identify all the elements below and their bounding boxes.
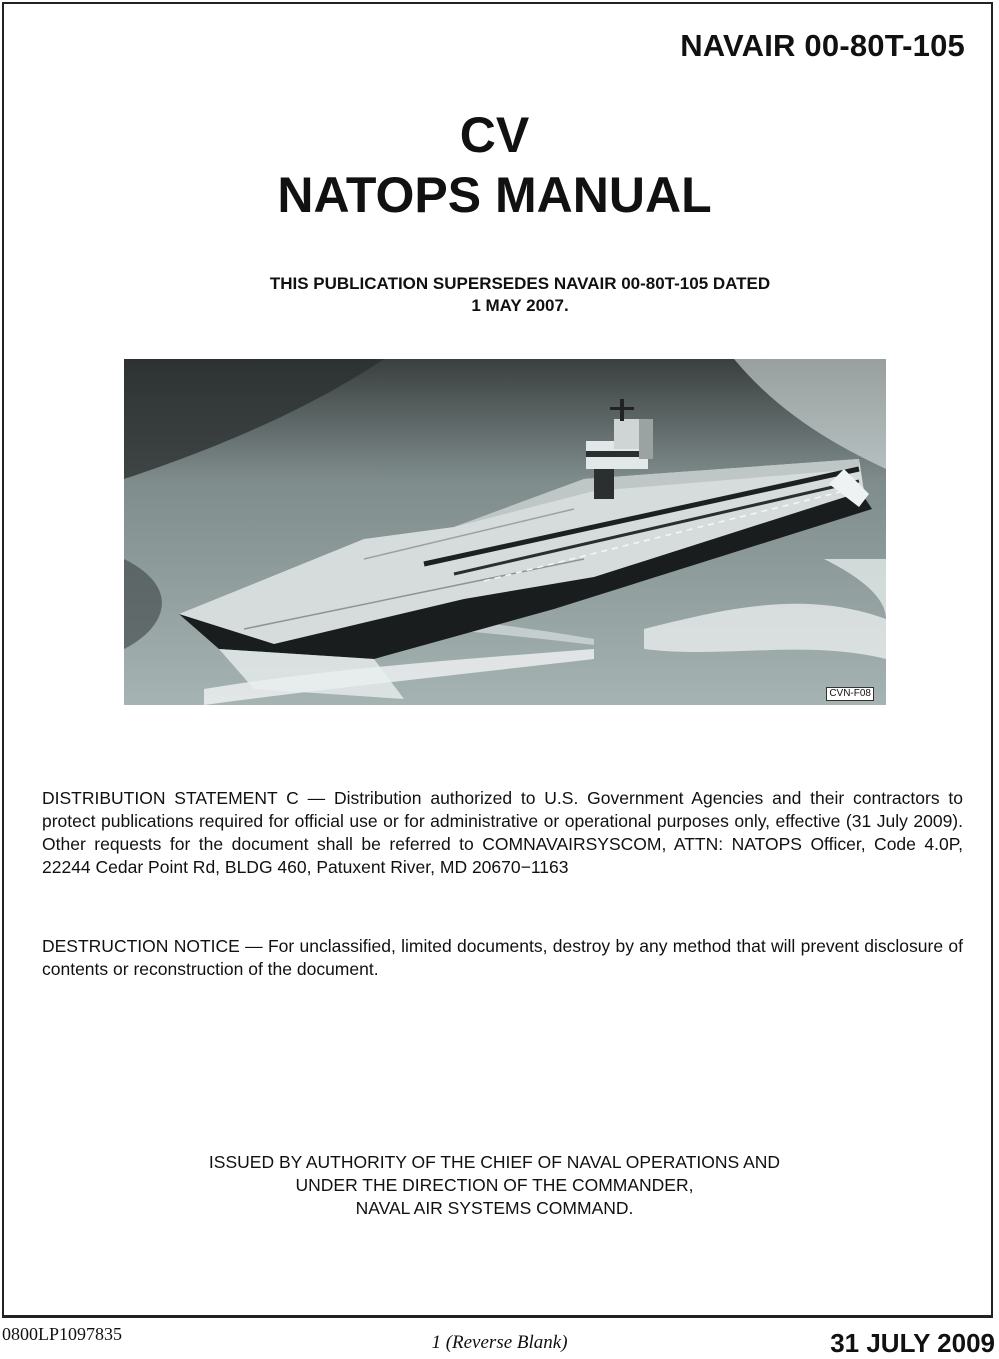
figure-tag: CVN-F08	[826, 687, 874, 701]
footer-code: 0800LP1097835	[2, 1324, 123, 1344]
document-number: NAVAIR 00-80T-105	[680, 28, 965, 63]
footer-date: 31 JULY 2009	[830, 1328, 995, 1358]
authority-line-2: UNDER THE DIRECTION OF THE COMMANDER,	[295, 1175, 694, 1195]
supersedes-line-1: THIS PUBLICATION SUPERSEDES NAVAIR 00-80T-105 DATED	[269, 274, 771, 293]
authority-line-1: ISSUED BY AUTHORITY OF THE CHIEF OF NAVAL OPERATIONS AND	[208, 1152, 781, 1172]
carrier-illustration	[124, 359, 886, 705]
footer-page-number: 1 (Reverse Blank)	[431, 1332, 568, 1353]
aircraft-carrier-photo	[124, 359, 886, 705]
title-line-1: CV	[459, 107, 530, 163]
authority-line-3: NAVAL AIR SYSTEMS COMMAND.	[355, 1198, 634, 1218]
supersedes-notice	[0, 273, 999, 317]
distribution-statement: DISTRIBUTION STATEMENT C — Distribution authorized to U.S. Government Agencies and their contractors to protect publications required for official use or for administrative or operational purposes only, effective (31 July 2009). Other requests for the document shall be referred to COMNAVAIRSYSCOM, ATTN: NATOPS Officer, Code 4.0P, 22244 Cedar Point Rd, BLDG 460, Patuxent River, MD 20670−1163	[42, 788, 963, 877]
title-line-2: NATOPS MANUAL	[277, 167, 712, 223]
issuing-authority	[0, 1151, 989, 1220]
supersedes-line-2: 1 MAY 2007.	[471, 296, 569, 315]
destruction-notice: DESTRUCTION NOTICE — For unclassified, limited documents, destroy by any method that will prevent disclosure of contents or reconstruction of the document.	[42, 936, 963, 979]
